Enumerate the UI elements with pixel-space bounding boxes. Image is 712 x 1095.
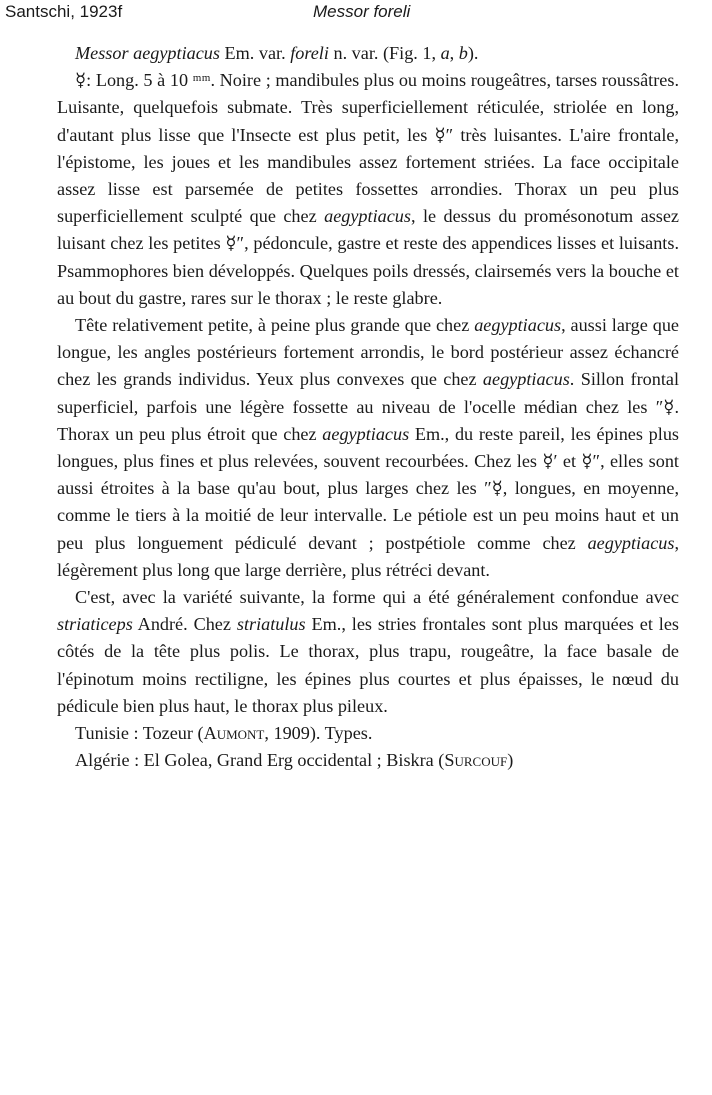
italic-taxon: striatulus — [236, 614, 306, 635]
paragraph-text: , aussi large que longue, les angles postérieurs fortement arrondis, le bord postérieur assez échancré chez les grands individus. Yeux plus convexes que chez — [57, 315, 679, 390]
collector-name: Aumont — [203, 723, 265, 744]
page-header — [5, 2, 692, 28]
figure-ref-b: b — [458, 43, 468, 63]
paragraph-text: Em., du reste pareil, les épines plus longues, plus fines et plus relevées, souvent recourbées. Chez les ☿′ et ☿″, elles sont aussi étroites à la base qu'au bout, plus larges chez les ″☿, longues, en moyenne, comme le tiers à la moitié de leur intervalle. Le pétiole est un peu moins haut et un peu plus longuement pédiculé devant ; postpétiole comme chez — [57, 423, 679, 553]
locality-text: ) — [507, 750, 514, 771]
document-body — [57, 40, 679, 774]
taxon-author: Em. var. — [219, 43, 291, 63]
paragraph-text: , le dessus du promésonotum assez luisant chez les petites ☿″, pédoncule, gastre et reste des appendices lisses et luisants. Psammophores bien développés. Quelques poils dressés, clairsemés vers la bouche et au bout du gastre, rares sur le thorax ; le reste glabre. — [57, 206, 679, 308]
locality-text: Tunisie : Tozeur ( — [75, 723, 204, 744]
locality-tunisie — [57, 720, 679, 747]
italic-taxon: aegyptiacus — [587, 532, 675, 553]
citation-label: Santschi, 1923f — [5, 2, 123, 21]
paragraph-text: C'est, avec la variété suivante, la forme qui a été généralement confondue avec — [75, 587, 679, 608]
paragraph-text: , légèrement plus long que large derrière, plus rétréci devant. — [57, 532, 679, 580]
paragraph-text: . Sillon frontal superficiel, parfois une légère fossette au niveau de l'ocelle médian chez les ″☿. Thorax un peu plus étroit que chez — [57, 369, 679, 444]
locality-text: , 1909). Types. — [264, 723, 373, 744]
collector-name: Surcouf — [444, 750, 508, 771]
paragraph-text: ☿: Long. 5 à 10 ᵐᵐ. Noire ; mandibules plus ou moins rougeâtres, tarses roussâtres. Luisante, quelquefois submate. Très superficiellement réticulée, striolée en long, d'autant plus lisse que l'Insecte est plus petit, les ☿″ très luisantes. L'aire frontale, l'épistome, les joues et les mandibules assez fortement striées. La face occipitale assez lisse est parsemée de petites fossettes arrondies. Thorax un peu plus superficiellement sculpté que chez — [57, 70, 679, 227]
description-paragraph — [57, 67, 679, 312]
comparison-paragraph — [57, 584, 679, 720]
head-description-paragraph — [57, 312, 679, 584]
figure-ref-sep: , — [449, 43, 459, 63]
variety-name: foreli — [290, 43, 329, 63]
taxon-status: n. var. (Fig. 1, — [328, 43, 441, 63]
locality-text: Algérie : El Golea, Grand Erg occidental ; Biskra ( — [75, 750, 445, 771]
paragraph-text: Em., les stries frontales sont plus marquées et les côtés de la tête plus polis. Le thorax, plus trapu, rougeâtre, la face basale de l'épinotum moins rectiligne, les épines plus courtes et plus épaisses, le nœud du pédicule bien plus haut, le thorax plus pileux. — [57, 614, 679, 716]
italic-taxon: aegyptiacus — [474, 315, 562, 336]
figure-ref-end: ). — [467, 43, 479, 63]
figure-ref-a: a — [440, 43, 450, 63]
locality-algerie — [57, 747, 679, 774]
italic-taxon: striaticeps — [57, 614, 133, 635]
paragraph-text: Tête relativement petite, à peine plus grande que chez — [75, 315, 475, 336]
italic-taxon: aegyptiacus — [322, 423, 410, 444]
taxon-name: Messor aegyptiacus — [75, 43, 220, 63]
paragraph-text: André. Chez — [132, 614, 237, 635]
taxon-title — [57, 40, 679, 67]
italic-taxon: aegyptiacus — [482, 369, 570, 390]
italic-taxon: aegyptiacus — [324, 206, 411, 227]
taxon-label: Messor foreli — [313, 2, 411, 21]
